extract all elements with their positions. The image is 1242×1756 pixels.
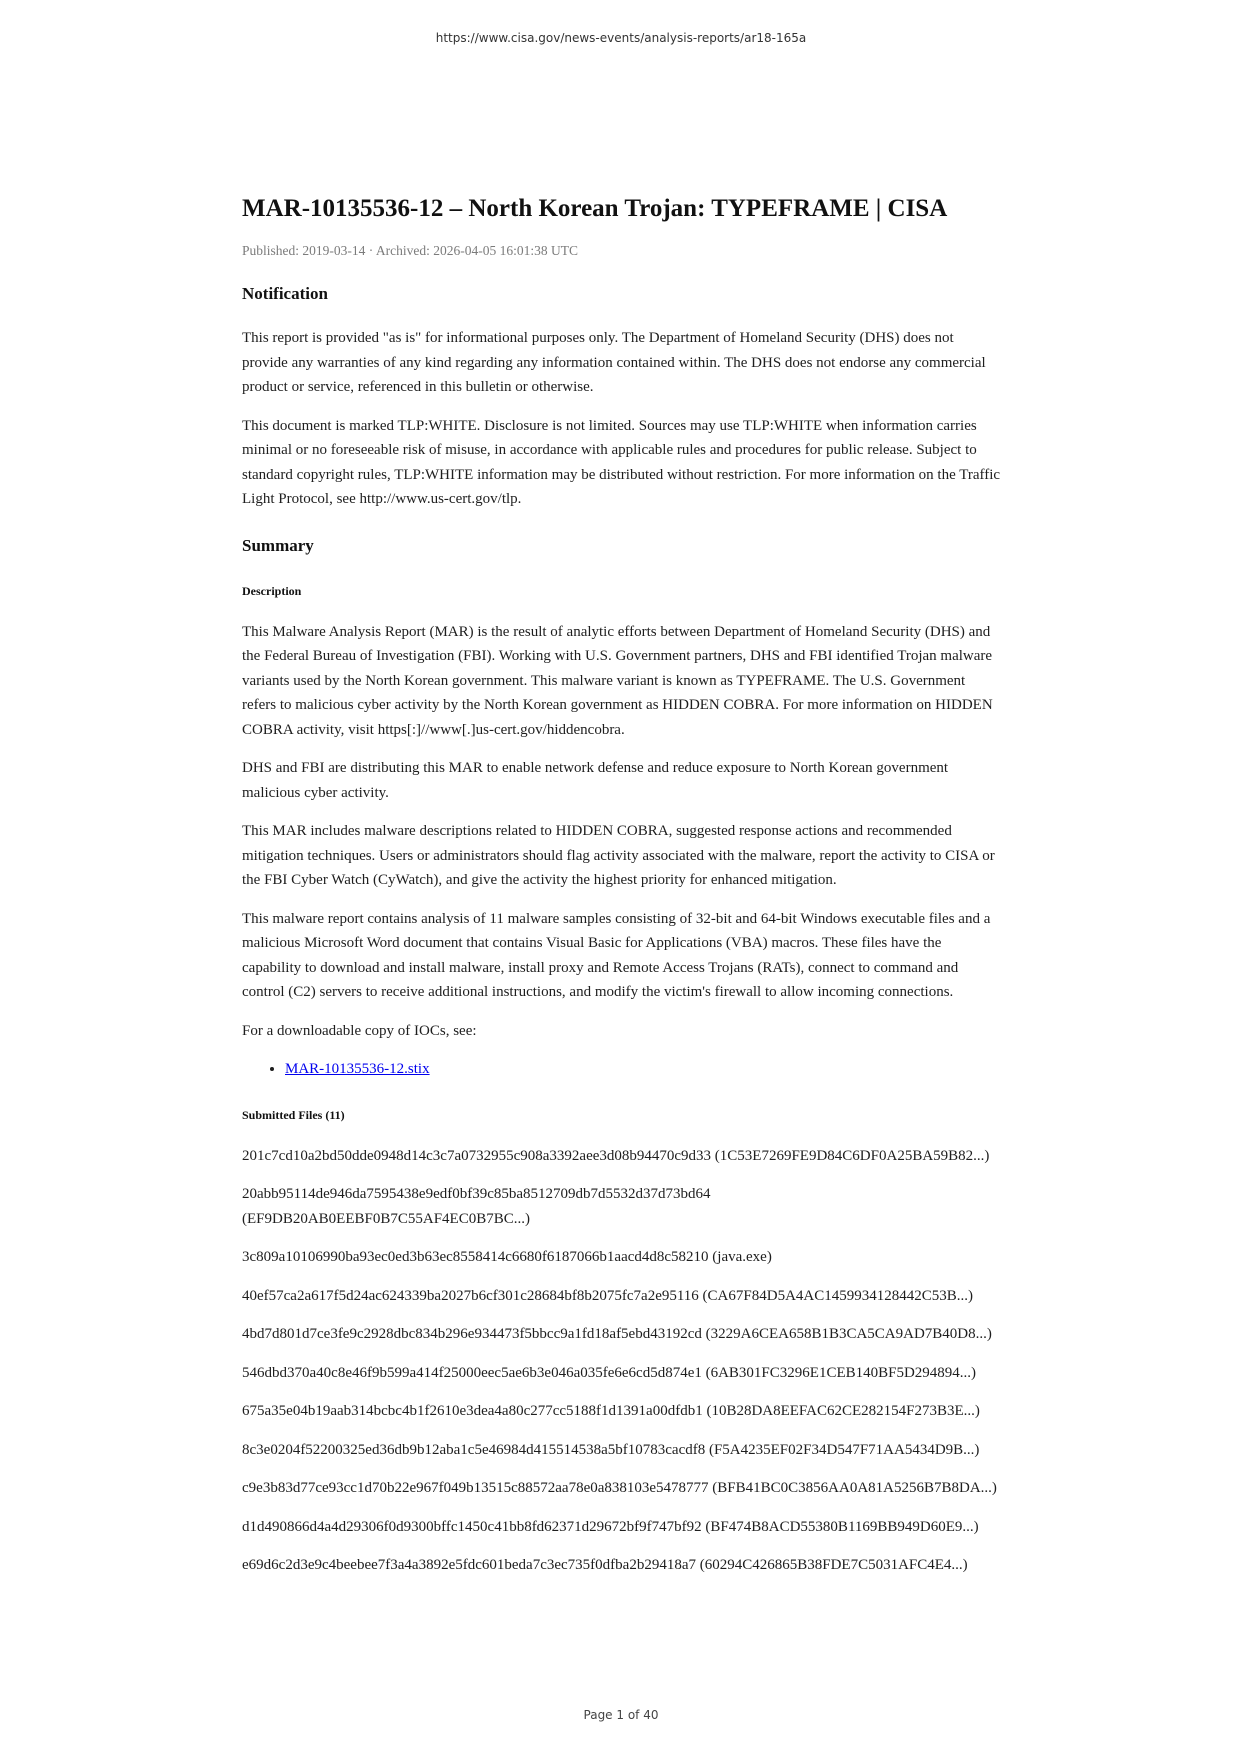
page-number: Page 1 of 40 [583,1708,659,1722]
list-item [285,1057,1002,1082]
file-hash-entry: 675a35e04b19aab314bcbc4b1f2610e3dea4a80c277cc5188f1d1391a00dfdb1 (10B28DA8EEFAC62CE282154F273B3E...) [242,1403,980,1419]
tlp-paragraph: This document is marked TLP:WHITE. Disclosure is not limited. Sources may use TLP:WHITE when information carries minimal or no foreseeable risk of misuse, in accordance with applicable rules and procedures for public release. Subject to standard copyright rules, TLP:WHITE information may be distributed without restriction. For more information on the Traffic Light Protocol, see http://www.us-cert.gov/tlp. [242,417,1001,507]
submitted-files-heading: Submitted Files (11) [242,1107,345,1122]
source-url: https://www.cisa.gov/news-events/analysis-reports/ar18-165a [435,31,807,45]
ioc-intro: For a downloadable copy of IOCs, see: [242,1022,477,1039]
file-hash-entry: c9e3b83d77ce93cc1d70b22e967f049b13515c88572aa78e0a838103e5478777 (BFB41BC0C3856AA0A81A5256B7B8DA...) [242,1480,997,1496]
file-hash-entry: 40ef57ca2a617f5d24ac624339ba2027b6cf301c28684bf8b2075fc7a2e95116 (CA67F84D5A4AC1459934128442C53B...) [242,1287,973,1304]
summary-paragraph: DHS and FBI are distributing this MAR to enable network defense and reduce exposure to North Korean government malicious cyber activity. [242,760,949,801]
file-hash-entry: 3c809a10106990ba93ec0ed3b63ec8558414c6680f6187066b1aacd4d8c58210 (java.exe) [242,1249,772,1265]
publish-meta: Published: 2019-03-14 · Archived: 2026-04-05 16:01:38 UTC [242,243,578,258]
notification-paragraph: This report is provided "as is" for informational purposes only. The Department of Homeland Security (DHS) does not provide any warranties of any kind regarding any information contained within. The DHS does not endorse any commercial product or service, referenced in this bulletin or otherwise. [242,330,986,395]
file-hash-entry: 8c3e0204f52200325ed36db9b12aba1c5e46984d415514538a5bf10783cacdf8 (F5A4235EF02F34D547F71AA5434D9B...) [242,1441,980,1458]
ioc-link-list [242,1057,1002,1082]
page-title: MAR-10135536-12 – North Korean Trojan: TYPEFRAME | CISA [242,195,948,222]
summary-paragraph: This Malware Analysis Report (MAR) is the result of analytic efforts between Department of Homeland Security (DHS) and the Federal Bureau of Investigation (FBI). Working with U.S. Government partners, DHS and FBI identified Trojan malware variants used by the North Korean government. This malware variant is known as TYPEFRAME. The U.S. Government refers to malicious cyber activity by the North Korean government as HIDDEN COBRA. For more information on HIDDEN COBRA activity, visit https[:]//www[.]us-cert.gov/hiddencobra. [242,623,993,738]
description-heading: Description [242,583,302,598]
stix-download-link[interactable]: MAR-10135536-12.stix [285,1061,430,1077]
notification-heading: Notification [242,284,328,303]
file-hash-entry: 20abb95114de946da7595438e9edf0bf39c85ba8512709db7d5532d37d73bd64 (EF9DB20AB0EEBF0B7C55AF4EC0B7BC...) [242,1186,711,1227]
file-hash-entry: e69d6c2d3e9c4beebee7f3a4a3892e5fdc601beda7c3ec735f0dfba2b29418a7 (60294C426865B38FDE7C5031AFC4E4...) [242,1557,968,1573]
summary-paragraph: This malware report contains analysis of 11 malware samples consisting of 32-bit and 64-bit Windows executable files and a malicious Microsoft Word document that contains Visual Basic for Applications (VBA) macros. These files have the capability to download and install malware, install proxy and Remote Access Trojans (RATs), connect to command and control (C2) servers to receive additional instructions, and modify the victim's firewall to allow incoming connections. [242,910,991,1000]
summary-paragraph: This MAR includes malware descriptions related to HIDDEN COBRA, suggested response actions and recommended mitigation techniques. Users or administrators should flag activity associated with the malware, report the activity to CISA or the FBI Cyber Watch (CyWatch), and give the activity the highest priority for enhanced mitigation. [242,823,995,888]
file-hash-entry: d1d490866d4a4d29306f0d9300bffc1450c41bb8fd62371d29672bf9f747bf92 (BF474B8ACD55380B1169BB949D60E9...) [242,1518,979,1535]
summary-heading: Summary [242,535,314,555]
file-hash-entry: 546dbd370a40c8e46f9b599a414f25000eec5ae6b3e046a035fe6e6cd5d874e1 (6AB301FC3296E1CEB140BF5D294894...) [242,1364,977,1381]
file-hash-entry: 4bd7d801d7ce3fe9c2928dbc834b296e934473f5bbcc9a1fd18af5ebd43192cd (3229A6CEA658B1B3CA5CA9AD7B40D8...) [242,1326,992,1342]
file-hash-entry: 201c7cd10a2bd50dde0948d14c3c7a0732955c908a3392aee3d08b94470c9d33 (1C53E7269FE9D84C6DF0A25BA59B82...) [242,1147,990,1164]
document-body [242,190,1002,1578]
